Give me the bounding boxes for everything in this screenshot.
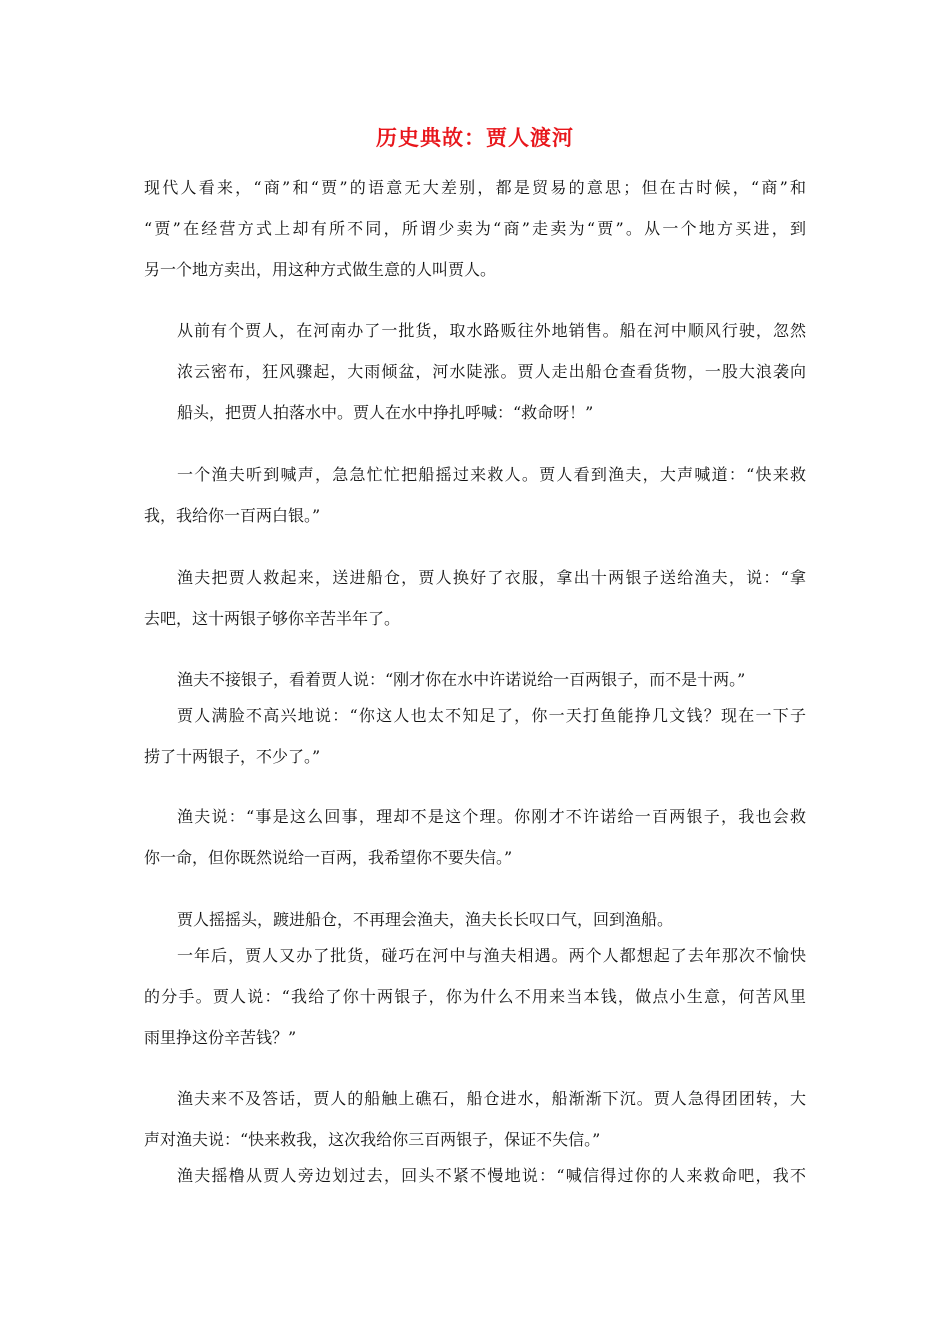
text-line: 另一个地方卖出，用这种方式做生意的人叫贾人。: [144, 260, 497, 279]
text-line: 的分手。贾人说：“我给了你十两银子，你为什么不用来当本钱，做点小生意，何苦风里: [144, 987, 806, 1006]
text-line: 声对渔夫说：“快来救我，这次我给你三百两银子，保证不失信。”: [144, 1130, 601, 1149]
text-line: 从前有个贾人，在河南办了一批货，取水路贩往外地销售。船在河中顺风行驶，忽然: [177, 321, 806, 340]
text-line: 你一命，但你既然说给一百两，我希望你不要失信。”: [144, 848, 513, 867]
text-line: 捞了十两银子，不少了。”: [144, 747, 321, 766]
text-line: “贾”在经营方式上却有所不同，所谓少卖为“商”走卖为“贾”。从一个地方买进，到: [144, 219, 806, 238]
text-line: 渔夫来不及答话，贾人的船触上礁石，船仓进水，船渐渐下沉。贾人急得团团转，大: [177, 1089, 806, 1108]
text-line: 去吧，这十两银子够你辛苦半年了。: [144, 609, 401, 628]
text-line: 一年后，贾人又办了批货，碰巧在河中与渔夫相遇。两个人都想起了去年那次不愉快: [177, 946, 806, 965]
text-line: 贾人满脸不高兴地说：“你这人也太不知足了，你一天打鱼能挣几文钱？现在一下子: [177, 706, 806, 725]
text-line: 渔夫摇橹从贾人旁边划过去，回头不紧不慢地说：“喊信得过你的人来救命吧，我不: [177, 1166, 806, 1185]
text-line: 我，我给你一百两白银。”: [144, 506, 321, 525]
text-line: 浓云密布，狂风骤起，大雨倾盆，河水陡涨。贾人走出船仓查看货物，一股大浪袭向: [177, 362, 806, 381]
text-line: 渔夫不接银子，看着贾人说：“刚才你在水中许诺说给一百两银子，而不是十两。”: [177, 670, 746, 689]
text-line: 雨里挣这份辛苦钱？”: [144, 1028, 297, 1047]
page-title: 历史典故：贾人渡河: [376, 126, 574, 150]
text-line: 一个渔夫听到喊声，急急忙忙把船摇过来救人。贾人看到渔夫，大声喊道：“快来救: [177, 465, 806, 484]
text-line: 渔夫把贾人救起来，送进船仓，贾人换好了衣服，拿出十两银子送给渔夫，说：“拿: [177, 568, 806, 587]
text-line: 现代人看来，“商”和“贾”的语意无大差别，都是贸易的意思；但在古时候，“商”和: [144, 178, 806, 197]
text-line: 贾人摇摇头，踱进船仓，不再理会渔夫，渔夫长长叹口气，回到渔船。: [177, 910, 674, 929]
text-line: 船头，把贾人拍落水中。贾人在水中挣扎呼喊：“救命呀！”: [177, 403, 594, 422]
text-line: 渔夫说：“事是这么回事，理却不是这个理。你刚才不许诺给一百两银子，我也会救: [177, 807, 806, 826]
